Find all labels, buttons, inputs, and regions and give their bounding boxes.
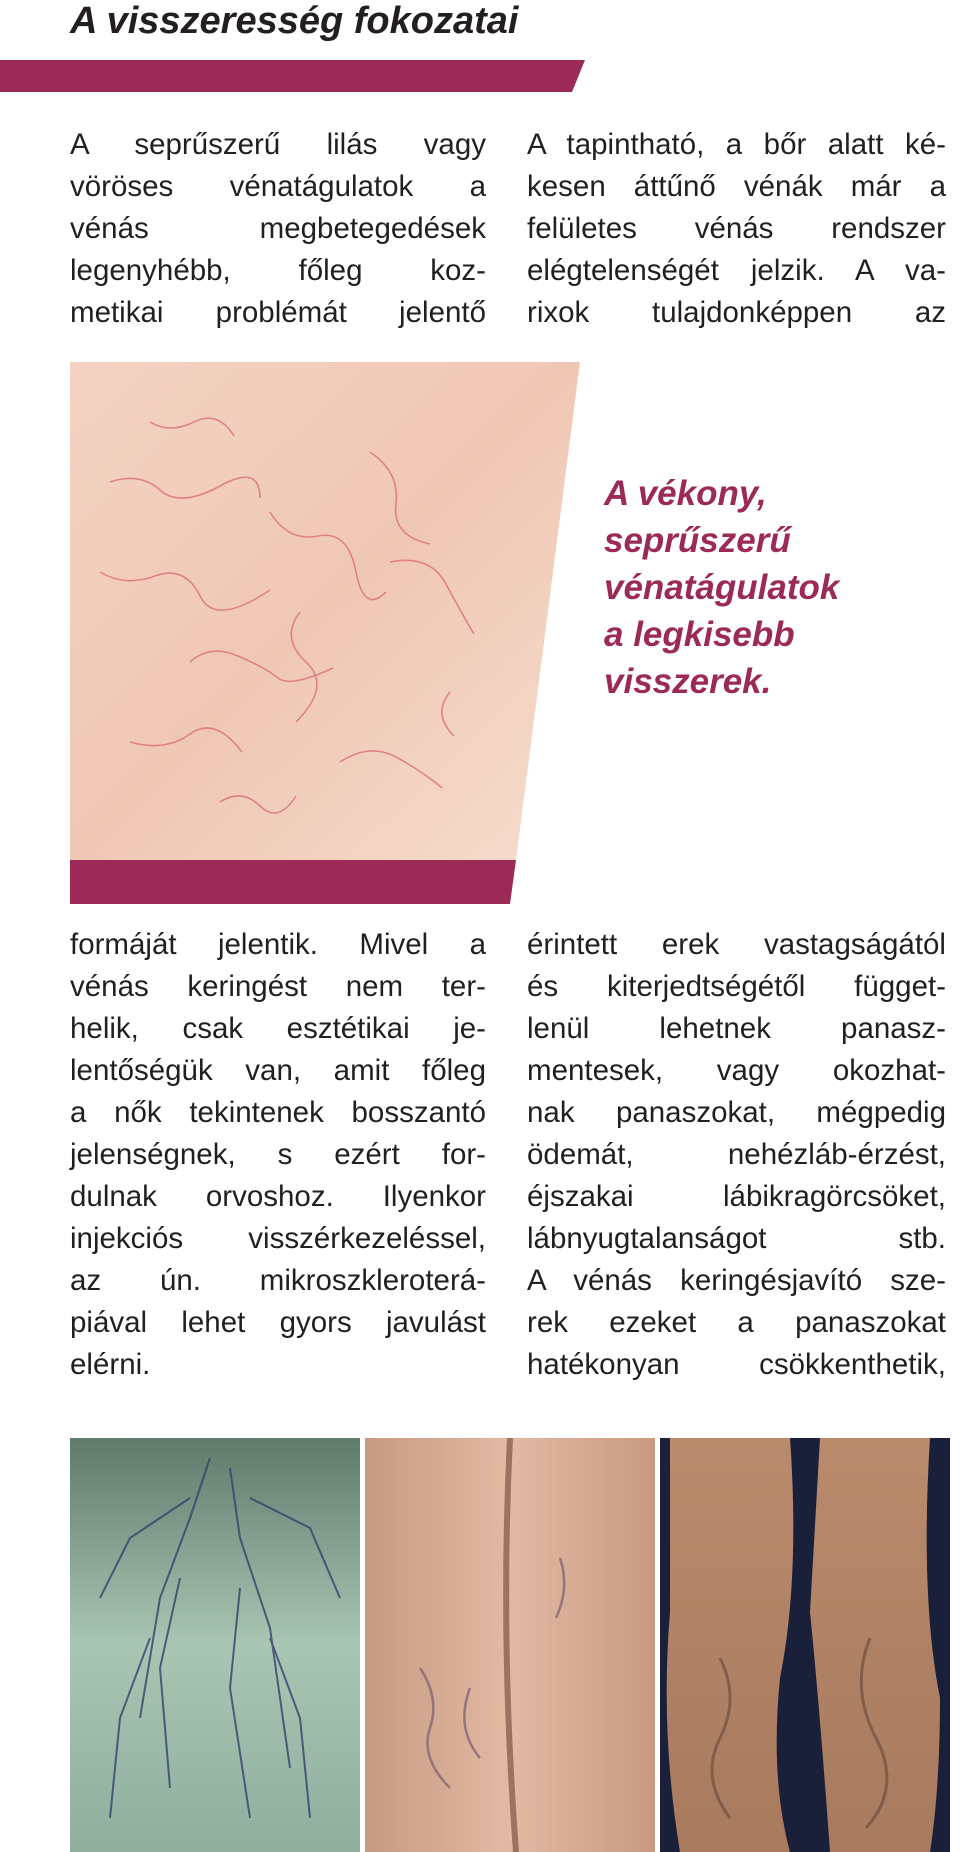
text-line: formáját jelentik. Mivel a	[70, 928, 486, 961]
text-line: elégtelenségét jelzik. A va-	[527, 254, 946, 287]
text-line: rixok tulajdonképpen az	[527, 296, 946, 329]
text-column-top-left	[70, 124, 486, 334]
text-line: lábnyugtalanságot stb.	[527, 1222, 946, 1255]
text-line: vénás keringést nem ter-	[70, 970, 486, 1003]
text-line: rek ezeket a panaszokat	[527, 1306, 946, 1339]
text-line: vénás megbetegedések	[70, 212, 486, 245]
caption-line: seprűszerű	[604, 521, 791, 560]
text-line: az ún. mikroszkleroterá-	[70, 1264, 486, 1297]
text-line: injekciós visszérkezeléssel,	[70, 1222, 486, 1255]
text-line: dulnak orvoshoz. Ilyenkor	[70, 1180, 486, 1213]
caption-line: visszerek.	[604, 662, 772, 701]
text-line: hatékonyan csökkenthetik,	[527, 1348, 946, 1381]
text-line: nak panaszokat, mégpedig	[527, 1096, 946, 1129]
bottom-photo-strip	[70, 1438, 950, 1852]
page-title: A visszeresség fokozatai	[70, 0, 519, 42]
text-line: metikai problémát jelentő	[70, 296, 486, 329]
text-line: felületes vénás rendszer	[527, 212, 946, 245]
photo-advanced-varicose-legs	[660, 1438, 950, 1852]
photo-caption	[604, 470, 934, 705]
title-accent-band	[0, 60, 585, 92]
text-line: legenyhébb, főleg koz-	[70, 254, 486, 287]
text-line: helik, csak esztétikai je-	[70, 1012, 486, 1045]
text-line: A seprűszerű lilás vagy	[70, 128, 486, 161]
text-line: mentesek, vagy okozhat-	[527, 1054, 946, 1087]
text-line: érintett erek vastagságától	[527, 928, 946, 961]
text-line: éjszakai lábikragörcsöket,	[527, 1180, 946, 1213]
text-column-bottom-left	[70, 924, 486, 1386]
text-line: elérni.	[70, 1348, 151, 1381]
photo-visible-varicose-legs	[365, 1438, 655, 1852]
caption-line: A vékony,	[604, 474, 767, 513]
text-line: kesen áttűnő vénák már a	[527, 170, 946, 203]
caption-line: vénatágulatok	[604, 568, 840, 607]
text-line: A tapintható, a bőr alatt ké-	[527, 128, 946, 161]
caption-line: a legkisebb	[604, 615, 795, 654]
text-column-top-right	[527, 124, 946, 334]
text-line: lentőségük van, amit főleg	[70, 1054, 486, 1087]
photo-reticular-veins	[70, 1438, 360, 1852]
text-line: jelenségnek, s ezért for-	[70, 1138, 486, 1171]
text-line: a nők tekintenek bosszantó	[70, 1096, 486, 1129]
text-line: vöröses vénatágulatok a	[70, 170, 486, 203]
spider-veins-skin-photo	[70, 362, 580, 904]
text-line: ödemát, nehézláb-érzést,	[527, 1138, 946, 1171]
text-line: A vénás keringésjavító sze-	[527, 1264, 946, 1297]
text-column-bottom-right	[527, 924, 946, 1386]
text-line: lenül lehetnek panasz-	[527, 1012, 946, 1045]
text-line: és kiterjedtségétől függet-	[527, 970, 946, 1003]
text-line: piával lehet gyors javulást	[70, 1306, 486, 1339]
